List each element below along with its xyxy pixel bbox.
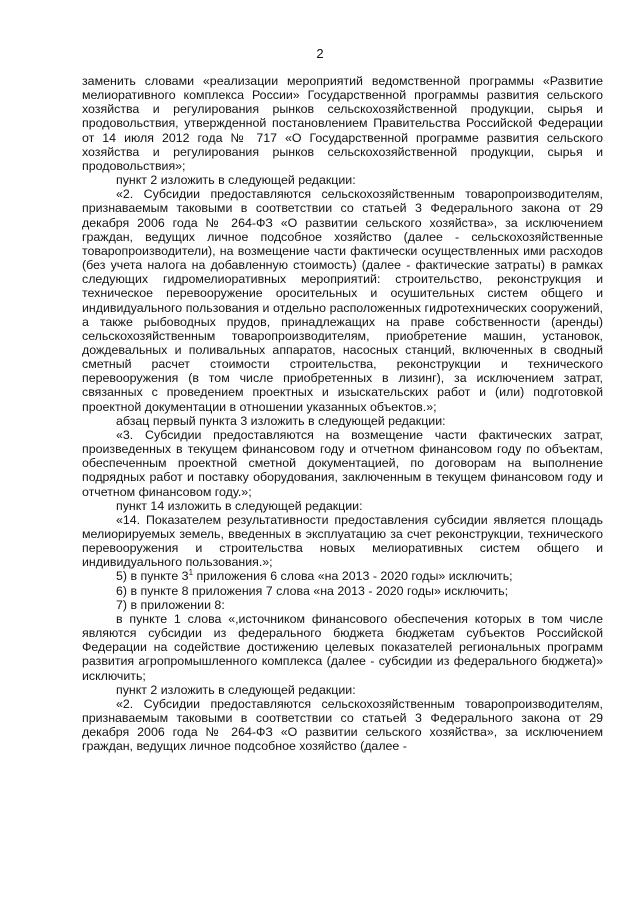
superscript-marker: 1 — [188, 568, 194, 578]
paragraph-instruction: пункт 14 изложить в следующей редакции: — [116, 498, 363, 513]
page-number: 2 — [316, 46, 324, 61]
paragraph-item-7: 7) в приложении 8: — [116, 597, 225, 612]
paragraph-quoted-clause-3: «3. Субсидии предоставляются на возмещение части фактических затрат, произведенных в текущем финансовом году и отчетном финансовом году по объектам, обеспеченным проектной сметной документацией, по договорам на выполнение подрядных работ и поставку оборудования, заключенным в текущем финансовом году и отчетном финансовом году.»; — [82, 427, 603, 499]
item-5-text-start: 5) в пункте 3 — [116, 569, 189, 584]
item-5-text-end: приложения 6 слова «на 2013 - 2020 годы» исключить; — [193, 569, 513, 584]
paragraph-amendment: в пункте 1 слова «,источником финансового обеспечения которых в том числе являются субсидии из федерального бюджета бюджетам субъектов Российской Федерации на содействие достижению целевых показателей региональных программ развития агропромышленного комплекса (далее - субсидии из федерального бюджета)» исключить; — [82, 611, 603, 683]
paragraph-quoted-clause-14: «14. Показателем результативности предоставления субсидии является площадь мелиорируемых земель, введенных в эксплуатацию за счет реконструкции, технического перевооружения и строительства новых мелиоративных систем общего и индивидуального пользования.»; — [82, 512, 603, 570]
paragraph-quoted-clause-2: «2. Субсидии предоставляются сельскохозяйственным товаропроизводителям, признаваемым таковыми в соответствии со статьей 3 Федерального закона от 29 декабря 2006 года № 264-ФЗ «О развитии сельского хозяйства», за исключением граждан, ведущих личное подсобное хозяйство (далее - сельскохозяйственные товаропроизводители), на возмещение части фактически осуществленных ими расходов (без учета налога на добавленную стоимость) (далее - фактические затраты) в рамках следующих гидромелиоративных мероприятий: строительство, реконструкция и техническое перевооружение оросительных и осушительных систем общего и индивидуального пользования и отдельно расположенных гидротехнических сооружений, а также рыбоводных прудов, принадлежащих на праве собственности (аренды) сельскохозяйственным товаропроизводителям, приобретение машин, установок, дождевальных и поливальных аппаратов, насосных станций, включенных в сводный сметный расчет стоимости строительства, реконструкции и технического перевооружения (в том числе приобретенных в лизинг), за исключением затрат, связанных с проведением проектных и изыскательских работ и (или) подготовкой проектной документации в отношении указанных объектов.»; — [82, 187, 603, 414]
paragraph-item-5 — [82, 569, 603, 583]
paragraph-instruction: пункт 2 изложить в следующей редакции: — [116, 173, 356, 188]
paragraph-instruction: пункт 2 изложить в следующей редакции: — [116, 682, 356, 697]
document-body — [82, 74, 603, 754]
paragraph-item-6: 6) в пункте 8 приложения 7 слова «на 2013 - 2020 годы» исключить; — [116, 583, 509, 598]
paragraph-quoted-clause-2-repeat: «2. Субсидии предоставляются сельскохозяйственным товаропроизводителям, признаваемым таковыми в соответствии со статьей 3 Федерального закона от 29 декабря 2006 года № 264-ФЗ «О развитии сельского хозяйства», за исключением граждан, ведущих личное подсобное хозяйство (далее - — [82, 696, 603, 754]
paragraph-continuation: заменить словами «реализации мероприятий ведомственной программы «Развитие мелиоративного комплекса России» Государственной программы развития сельского хозяйства и регулирования рынков сельскохозяйственной продукции, сырья и продовольствия, утвержденной постановлением Правительства Российской Федерации от 14 июля 2012 года № 717 «О Государственной программе развития сельского хозяйства и регулирования рынков сельскохозяйственной продукции, сырья и продовольствия»; — [82, 74, 603, 173]
paragraph-instruction: абзац первый пункта 3 изложить в следующей редакции: — [116, 413, 446, 428]
